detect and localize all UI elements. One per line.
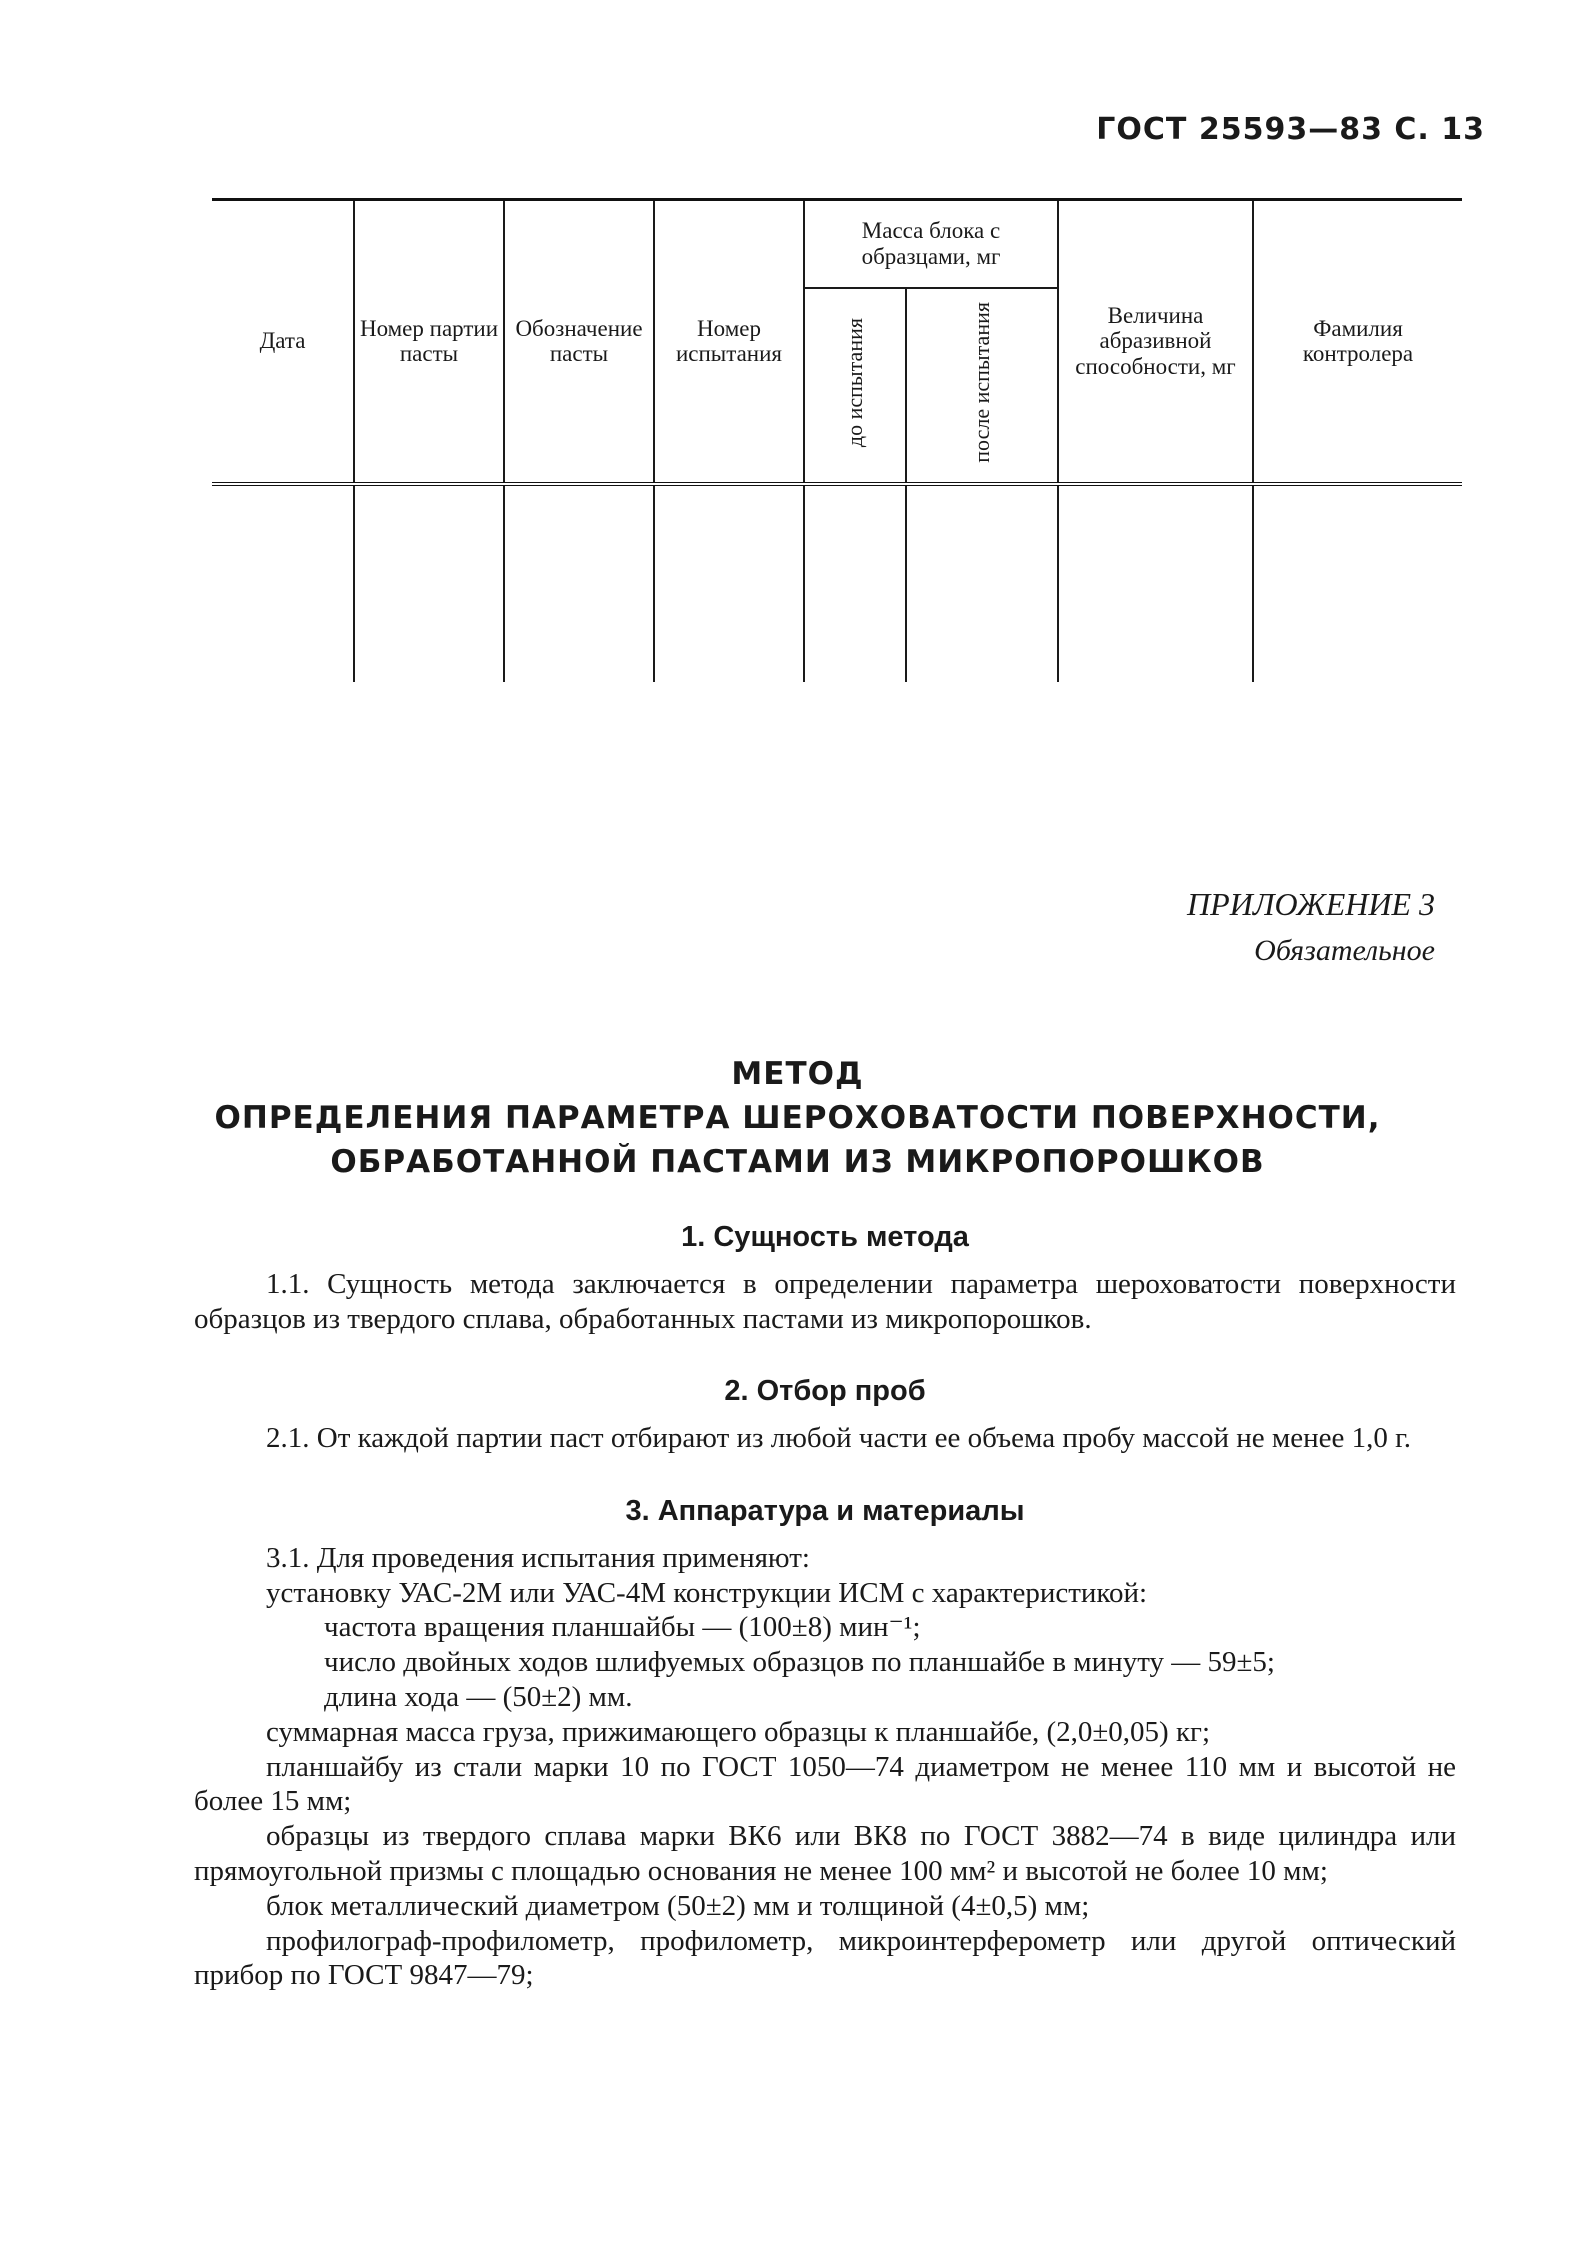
col-designation: Обозначение пасты xyxy=(504,200,654,484)
col-inspector: Фамилия контролера xyxy=(1253,200,1462,484)
col-before-test-label: до испытания xyxy=(841,317,867,447)
title-line-3: ОБРАБОТАННОЙ ПАСТАМИ ИЗ МИКРОПОРОШКОВ xyxy=(330,1144,1265,1181)
method-title xyxy=(0,1052,1595,1184)
apparatus-item: образцы из твердого сплава марки ВК6 или ВК8 по ГОСТ 3882—74 в виде цилиндра или прямоугольной призмы с площадью основания не менее 100 мм² и высотой не более 10 мм; xyxy=(194,1820,1456,1887)
table-row xyxy=(212,484,1462,682)
paragraph-1-1: 1.1. Сущность метода заключается в определении параметра шероховатости поверхности образцов из твердого сплава, обработанных пастами из микропорошков. xyxy=(194,1267,1456,1335)
apparatus-spec: число двойных ходов шлифуемых образцов по планшайбе в минуту — 59±5; xyxy=(324,1646,1275,1679)
col-mass-group: Масса блока с образцами, мг xyxy=(804,200,1058,288)
section-title-apparatus: 3. Аппаратура и материалы xyxy=(625,1494,1025,1527)
col-after-test-label: после испытания xyxy=(968,301,994,463)
paragraph-3-1: 3.1. Для проведения испытания применяют: xyxy=(266,1541,810,1574)
appendix-label-block xyxy=(1187,880,1435,973)
col-after-test xyxy=(906,288,1058,484)
appendix-label: ПРИЛОЖЕНИЕ 3 xyxy=(1187,886,1435,922)
table-cell xyxy=(212,484,354,682)
table-cell xyxy=(504,484,654,682)
table-cell xyxy=(354,484,504,682)
col-date: Дата xyxy=(212,200,354,484)
apparatus-spec: длина хода — (50±2) мм. xyxy=(324,1680,633,1713)
table-cell xyxy=(1253,484,1462,682)
table-cell xyxy=(1058,484,1253,682)
title-line-1: МЕТОД xyxy=(731,1056,864,1092)
apparatus-item: блок металлический диаметром (50±2) мм и толщиной (4±0,5) мм; xyxy=(266,1889,1090,1922)
apparatus-spec: частота вращения планшайбы — (100±8) мин⁻¹; xyxy=(324,1611,921,1644)
col-test-number: Номер испытания xyxy=(654,200,804,484)
appendix-status: Обязательное xyxy=(1254,934,1435,967)
apparatus-item: профилограф-профилометр, профилометр, микроинтерферометр или другой оптический прибор по ГОСТ 9847—79; xyxy=(194,1924,1456,1992)
table-cell xyxy=(804,484,906,682)
col-batch: Номер партии пасты xyxy=(354,200,504,484)
title-line-2: ОПРЕДЕЛЕНИЯ ПАРАМЕТРА ШЕРОХОВАТОСТИ ПОВЕРХНОСТИ, xyxy=(214,1100,1381,1137)
table-cell xyxy=(654,484,804,682)
document-body xyxy=(194,1210,1456,1993)
page-header: ГОСТ 25593—83 С. 13 xyxy=(1096,112,1485,147)
col-before-test xyxy=(804,288,906,484)
section-title-essence: 1. Сущность метода xyxy=(681,1221,969,1253)
apparatus-item: установку УАС-2М или УАС-4М конструкции ИСМ с характеристикой: xyxy=(266,1576,1148,1609)
apparatus-item: планшайбу из стали марки 10 по ГОСТ 1050—74 диаметром не менее 110 мм и высотой не более 15 мм; xyxy=(194,1750,1456,1818)
paragraph-2-1: 2.1. От каждой партии паст отбирают из любой части ее объема пробу массой не менее 1,0 г. xyxy=(266,1422,1412,1455)
test-log-table xyxy=(212,198,1462,682)
col-abrasive-capacity: Величина абразивной способности, мг xyxy=(1058,200,1253,484)
table-cell xyxy=(906,484,1058,682)
apparatus-item: суммарная масса груза, прижимающего образцы к планшайбе, (2,0±0,05) кг; xyxy=(266,1715,1211,1748)
section-title-sampling: 2. Отбор проб xyxy=(724,1375,926,1408)
